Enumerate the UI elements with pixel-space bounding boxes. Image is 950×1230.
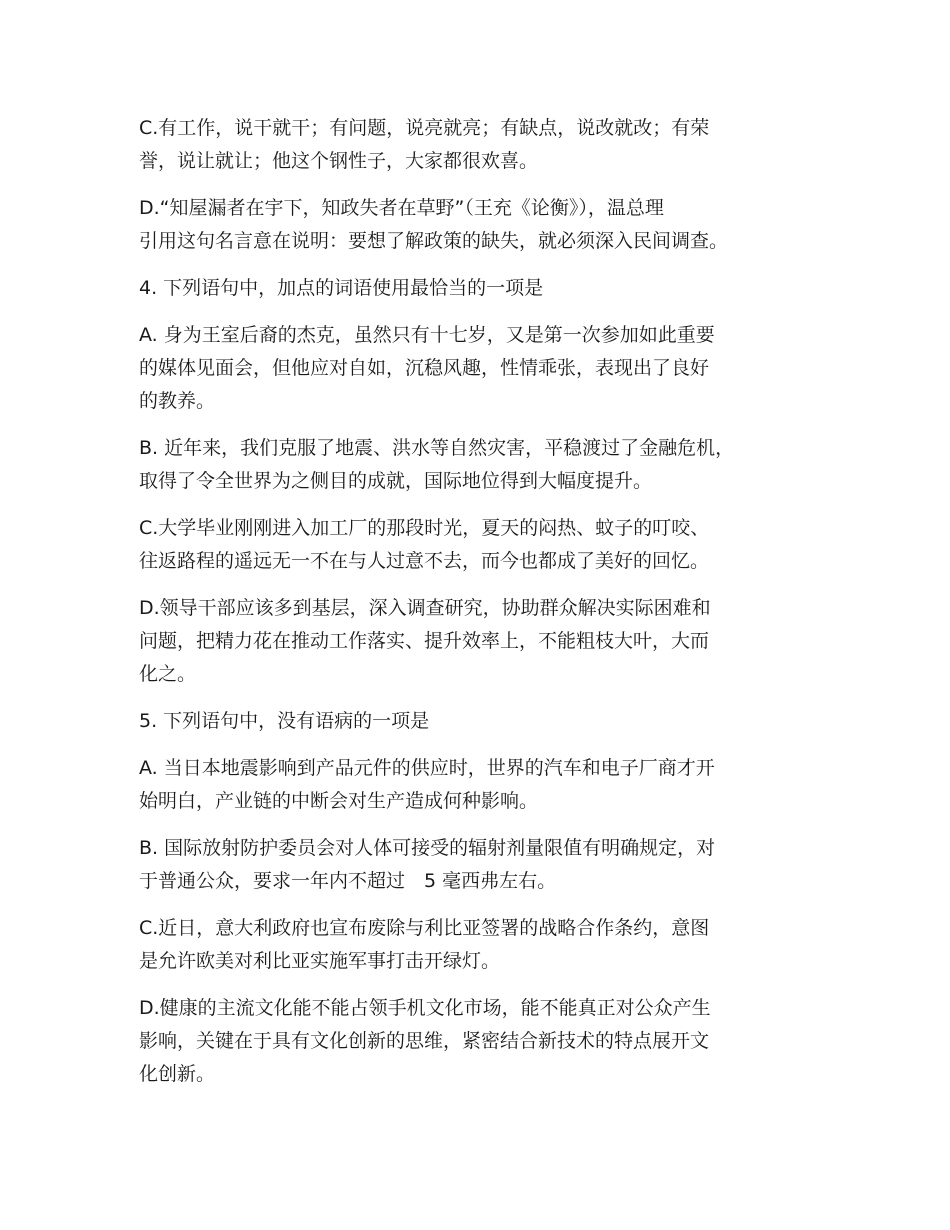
paragraph [139, 832, 779, 898]
paragraph [139, 319, 779, 418]
text-line: 誉，说让就让；他这个钢性子，大家都很欢喜。 [139, 150, 539, 172]
text-line: D.健康的主流文化能不能占领手机文化市场，能不能真正对公众产生 [139, 997, 711, 1019]
text-line: 化创新。 [139, 1063, 216, 1085]
text-line: B. 近年来，我们克服了地震、洪水等自然灾害，平稳渡过了金融危机， [139, 437, 735, 459]
document-body [139, 112, 779, 1105]
paragraph [139, 432, 779, 498]
paragraph [139, 752, 779, 818]
text-line: 取得了令全世界为之侧目的成就，国际地位得到大幅度提升。 [139, 470, 653, 492]
text-line: 往返路程的遥远无一不在与人过意不去，而今也都成了美好的回忆。 [139, 550, 710, 572]
text-line: 于普通公众，要求一年内不超过 5 毫西弗左右。 [139, 870, 557, 892]
paragraph [139, 192, 779, 258]
text-line: 引用这句名言意在说明：要想了解政策的缺失，就必须深入民间调查。 [139, 230, 729, 252]
paragraph [139, 592, 779, 691]
text-line: C.有工作，说干就干；有问题，说亮就亮；有缺点，说改就改；有荣 [139, 117, 710, 139]
text-line: 的媒体见面会，但他应对自如，沉稳风趣，性情乖张，表现出了良好 [139, 357, 710, 379]
text-line: 5. 下列语句中，没有语病的一项是 [139, 710, 430, 732]
text-line: B. 国际放射防护委员会对人体可接受的辐射剂量限值有明确规定，对 [139, 837, 716, 859]
text-line: A. 当日本地震影响到产品元件的供应时，世界的汽车和电子厂商才开 [139, 757, 715, 779]
paragraph [139, 272, 779, 305]
paragraph [139, 992, 779, 1091]
paragraph [139, 512, 779, 578]
text-line: 影响，关键在于具有文化创新的思维，紧密结合新技术的特点展开文 [139, 1030, 710, 1052]
paragraph [139, 705, 779, 738]
text-line: 问题，把精力花在推动工作落实、提升效率上，不能粗枝大叶，大而 [139, 630, 710, 652]
text-line: 的教养。 [139, 390, 216, 412]
text-line: D.领导干部应该多到基层，深入调查研究，协助群众解决实际困难和 [139, 597, 711, 619]
text-line: C.大学毕业刚刚进入加工厂的那段时光，夏天的闷热、蚊子的叮咬、 [139, 517, 710, 539]
paragraph [139, 112, 779, 178]
paragraph [139, 912, 779, 978]
text-line: A. 身为王室后裔的杰克，虽然只有十七岁，又是第一次参加如此重要 [139, 324, 715, 346]
text-line: 化之。 [139, 663, 197, 685]
text-line: 始明白，产业链的中断会对生产造成何种影响。 [139, 790, 539, 812]
text-line: 4. 下列语句中，加点的词语使用最恰当的一项是 [139, 277, 544, 299]
text-line: 是允许欧美对利比亚实施军事打击开绿灯。 [139, 950, 501, 972]
text-line: D.“知屋漏者在宇下，知政失者在草野”（王充《论衡》），温总理 [139, 197, 664, 219]
text-line: C.近日，意大利政府也宣布废除与利比亚签署的战略合作条约，意图 [139, 917, 710, 939]
